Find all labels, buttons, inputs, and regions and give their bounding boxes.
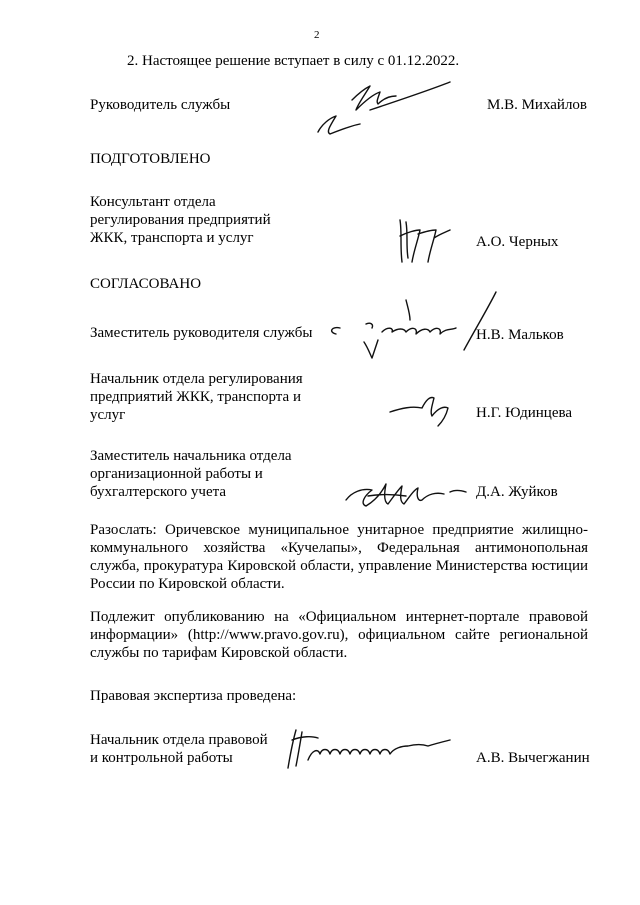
legal-review-statement: Правовая экспертиза проведена:: [90, 688, 297, 704]
agreed-signer-3-position-line-3: бухгалтерского учета: [90, 484, 227, 500]
publication-paragraph: Подлежит опубликованию на «Официальном интернет-портале правовой информации» (http://www.pravo.gov.ru), официальном сайте региональной службы по тарифам Кировской области.: [90, 609, 588, 661]
prepared-signature: [390, 212, 460, 270]
legal-review-signature: [282, 722, 462, 772]
agreed-signer-1-signature: [318, 288, 508, 360]
head-signature: [300, 70, 470, 145]
agreed-signer-2-name: Н.Г. Юдинцева: [476, 405, 573, 421]
prepared-heading: ПОДГОТОВЛЕНО: [90, 151, 211, 167]
effective-date-clause: 2. Настоящее решение вступает в силу с 01.12.2022.: [127, 53, 460, 69]
distribution-paragraph: Разослать: Оричевское муниципальное унитарное предприятие жилищно-коммунального хозяйства «Кучелапы», Федеральная антимонопольная служба, прокуратура Кировской области, управление Министерства юстиции России по Кировской области.: [90, 522, 588, 592]
agreed-signer-1-position: Заместитель руководителя службы: [90, 325, 313, 341]
prepared-position-line-3: ЖКК, транспорта и услуг: [90, 230, 254, 246]
agreed-signer-3-name: Д.А. Жуйков: [476, 484, 558, 500]
head-position: Руководитель службы: [90, 97, 231, 113]
head-name: М.В. Михайлов: [487, 97, 588, 113]
agreed-signer-2-position-line-2: предприятий ЖКК, транспорта и: [90, 389, 301, 405]
page-number: 2: [314, 29, 320, 41]
agreed-heading: СОГЛАСОВАНО: [90, 276, 202, 292]
agreed-signer-2-signature: [382, 386, 464, 428]
agreed-signer-3-position-line-1: Заместитель начальника отдела: [90, 448, 292, 464]
agreed-signer-2-position-line-3: услуг: [90, 407, 126, 423]
agreed-signer-3-signature: [340, 466, 475, 514]
prepared-position-line-2: регулирования предприятий: [90, 212, 271, 228]
agreed-signer-2-position-line-1: Начальник отдела регулирования: [90, 371, 303, 387]
legal-review-position-line-2: и контрольной работы: [90, 750, 233, 766]
legal-review-position-line-1: Начальник отдела правовой: [90, 732, 268, 748]
agreed-signer-1-name: Н.В. Мальков: [476, 327, 564, 343]
prepared-position-line-1: Консультант отдела: [90, 194, 216, 210]
legal-review-name: А.В. Вычегжанин: [476, 750, 590, 766]
prepared-name: А.О. Черных: [476, 234, 559, 250]
agreed-signer-3-position-line-2: организационной работы и: [90, 466, 263, 482]
